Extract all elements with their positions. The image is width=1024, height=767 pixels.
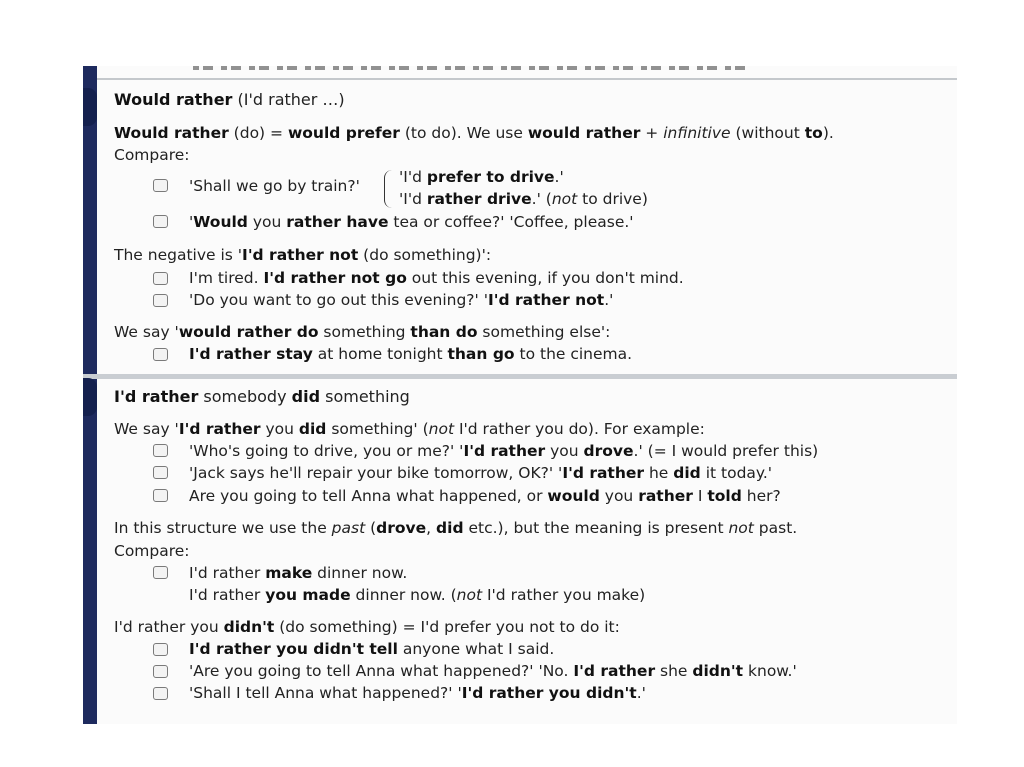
s2-ex2: 'Jack says he'll repair your bike tomorrow, OK?' 'I'd rather he did it today.' bbox=[189, 464, 773, 482]
s1-intro: Would rather (do) = would prefer (to do). We use would rather + infinitive (without to). bbox=[114, 124, 834, 142]
example-checkbox bbox=[153, 444, 168, 457]
s2-didnt: I'd rather you didn't (do something) = I'd prefer you not to do it: bbox=[114, 618, 620, 636]
example-checkbox bbox=[153, 687, 168, 700]
s1-compare: Compare: bbox=[114, 146, 190, 164]
s2-ex5: I'd rather you didn't tell anyone what I said. bbox=[189, 640, 555, 658]
example-checkbox bbox=[153, 466, 168, 479]
s1-ex3: I'm tired. I'd rather not go out this evening, if you don't mind. bbox=[189, 269, 684, 287]
s1-ex2: 'Would you rather have tea or coffee?' 'Coffee, please.' bbox=[189, 213, 634, 231]
example-checkbox bbox=[153, 294, 168, 307]
section-2-heading: I'd rather somebody did something bbox=[114, 387, 410, 406]
cropped-text-fragment bbox=[193, 66, 753, 70]
s2-ex4b: I'd rather you made dinner now. (not I'd rather you make) bbox=[189, 586, 646, 604]
example-checkbox bbox=[153, 489, 168, 502]
s1-ex1-answer-1: 'I'd prefer to drive.' bbox=[399, 168, 564, 186]
section-divider bbox=[83, 374, 957, 379]
example-checkbox bbox=[153, 179, 168, 192]
section-marker-2 bbox=[83, 378, 97, 416]
example-checkbox bbox=[153, 348, 168, 361]
s1-ex1-question: 'Shall we go by train?' bbox=[189, 177, 360, 195]
top-rule bbox=[97, 78, 957, 80]
section-marker-1 bbox=[83, 88, 97, 126]
example-checkbox bbox=[153, 643, 168, 656]
example-checkbox bbox=[153, 665, 168, 678]
s1-negative: The negative is 'I'd rather not (do something)': bbox=[114, 246, 492, 264]
brace bbox=[384, 170, 395, 208]
s2-ex6: 'Are you going to tell Anna what happened?' 'No. I'd rather she didn't know.' bbox=[189, 662, 797, 680]
s2-compare: Compare: bbox=[114, 542, 190, 560]
example-checkbox bbox=[153, 215, 168, 228]
s1-than: We say 'would rather do something than do something else': bbox=[114, 323, 611, 341]
s2-intro: We say 'I'd rather you did something' (not I'd rather you do). For example: bbox=[114, 420, 705, 438]
s2-ex4: I'd rather make dinner now. bbox=[189, 564, 408, 582]
grammar-page bbox=[83, 66, 957, 724]
s1-ex4: 'Do you want to go out this evening?' 'I'd rather not.' bbox=[189, 291, 614, 309]
example-checkbox bbox=[153, 272, 168, 285]
s1-ex5: I'd rather stay at home tonight than go to the cinema. bbox=[189, 345, 633, 363]
s1-ex1-answer-2: 'I'd rather drive.' (not to drive) bbox=[399, 190, 648, 208]
s2-ex3: Are you going to tell Anna what happened, or would you rather I told her? bbox=[189, 487, 781, 505]
section-1-heading: Would rather (I'd rather …) bbox=[114, 90, 345, 109]
s2-past: In this structure we use the past (drove, did etc.), but the meaning is present not past. bbox=[114, 519, 798, 537]
s2-ex7: 'Shall I tell Anna what happened?' 'I'd rather you didn't.' bbox=[189, 684, 646, 702]
example-checkbox bbox=[153, 566, 168, 579]
s2-ex1: 'Who's going to drive, you or me?' 'I'd rather you drove.' (= I would prefer this) bbox=[189, 442, 819, 460]
